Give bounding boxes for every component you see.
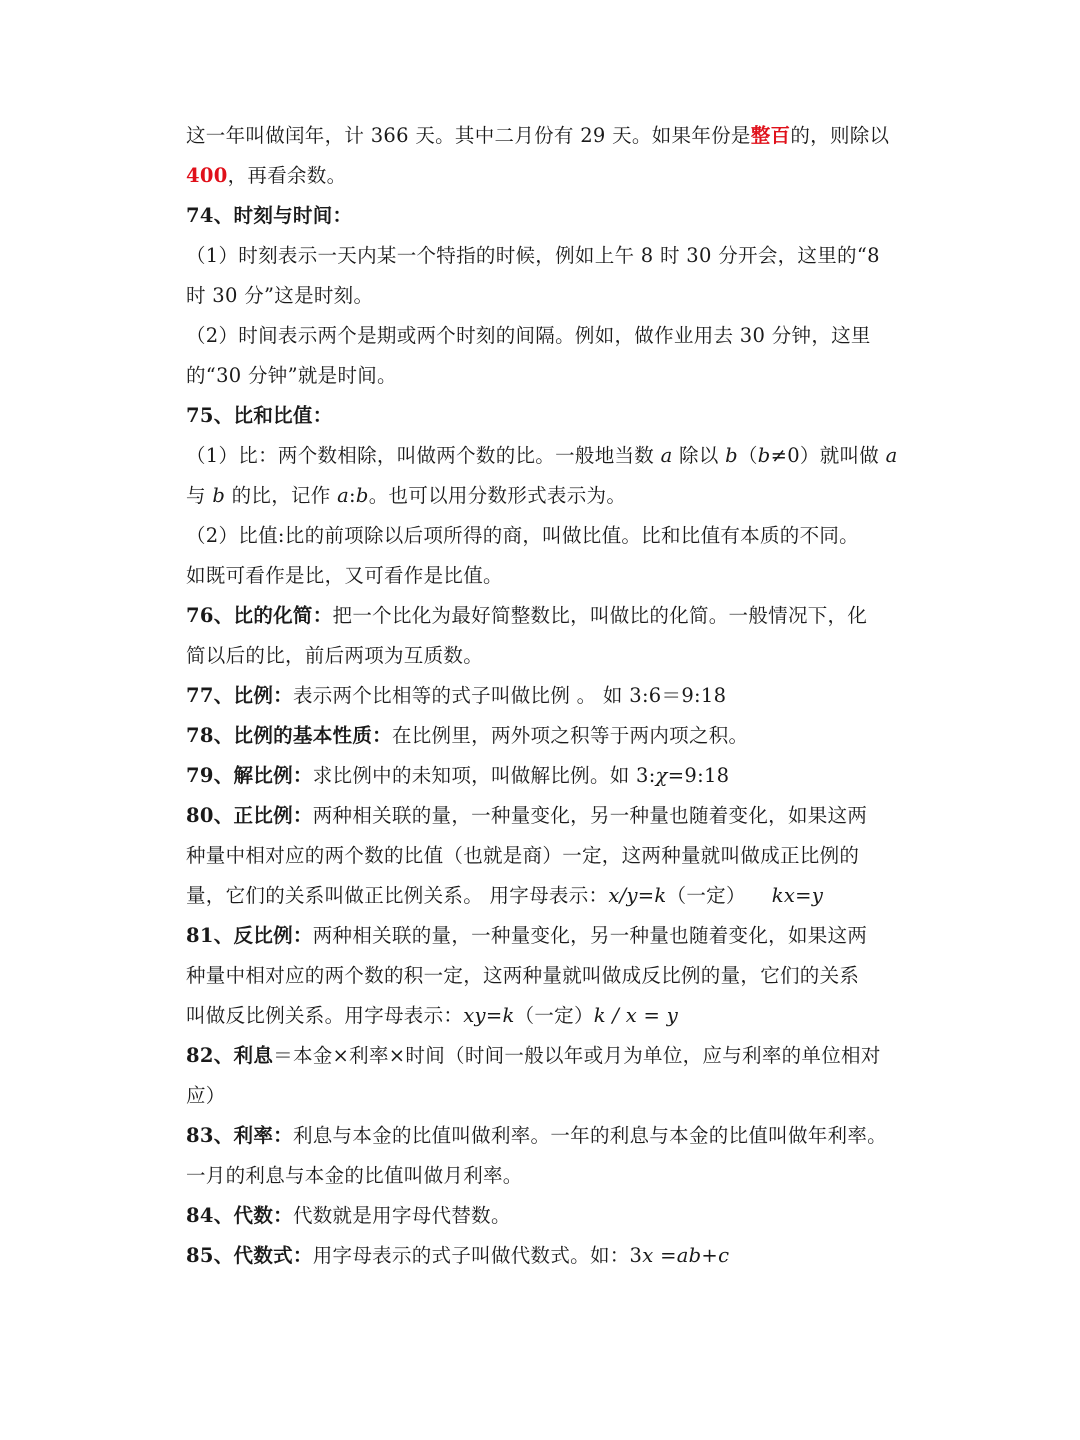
text: 的，则除以 [790,124,890,147]
section-79-line [186,756,898,796]
text: 两种相关联的量，一种量变化，另一种量也随着变化，如果这两 [312,924,868,947]
text: 除以 [672,444,726,467]
variable: a [885,444,898,467]
highlight-text: 整百 [750,124,791,147]
document-page [186,116,898,1276]
text: 用字母表示的式子叫做代数式。如：3 [312,1244,643,1267]
text-line [186,436,898,476]
text: （1）比：两个数相除，叫做两个数的比。一般地当数 [186,444,661,467]
variable: b [757,444,771,467]
variable: b [725,444,738,467]
section-83-line [186,1116,898,1156]
section-80-title: 80、正比例： [186,804,313,827]
section-82-title: 82、利息 [186,1044,274,1067]
variable: a [660,444,673,467]
section-78-title: 78、比例的基本性质： [186,724,392,747]
text: 这一年叫做闰年，计 366 天。其中二月份有 29 天。如果年份是 [186,124,751,147]
highlight-number: 400 [186,164,228,187]
text: ＝本金×利率×时间（时间一般以年或月为单位，应与利率的单位相对 [273,1044,881,1067]
text: 把一个比化为最好简整数比，叫做比的化简。一般情况下，化 [332,604,868,627]
section-77-line [186,676,898,716]
text-line: 简以后的比，前后两项为互质数。 [186,644,484,667]
section-75-title: 75、比和比值： [186,404,333,427]
text: 在比例里，两外项之积等于两内项之积。 [391,724,749,747]
formula: x/y=k [608,884,667,907]
section-82-line [186,1036,898,1076]
text: 求比例中的未知项，叫做解比例。如 3: [312,764,656,787]
variable: b [355,484,369,507]
text-line [186,476,898,516]
text-line [186,996,898,1036]
text: ，再看余数。 [227,164,347,187]
text: 量，它们的关系叫做正比例关系。 用字母表示： [186,884,609,907]
section-84-title: 84、代数： [186,1204,293,1227]
text-line: 种量中相对应的两个数的比值（也就是商）一定，这两种量就叫做成正比例的 [186,844,860,867]
text: （一定） [514,1004,594,1027]
text: 两种相关联的量，一种量变化，另一种量也随着变化，如果这两 [312,804,868,827]
text-line: （1）时刻表示一天内某一个特指的时候，例如上午 8 时 30 分开会，这里的“8 [186,244,880,267]
text-line: 时 30 分”这是时刻。 [186,284,374,307]
text-line: （2）时间表示两个是期或两个时刻的间隔。例如，做作业用去 30 分钟，这里 [186,324,871,347]
section-77-title: 77、比例： [186,684,293,707]
text: 表示两个比相等的式子叫做比例 。 如 3:6＝9:18 [292,684,727,707]
variable: b [212,484,226,507]
formula: xy=k [463,1004,515,1027]
text-line [186,876,898,916]
section-74-title: 74、时刻与时间： [186,204,353,227]
formula: ab+c [676,1244,730,1267]
text: 与 [186,484,213,507]
section-85-title: 85、代数式： [186,1244,313,1267]
variable: a [337,484,350,507]
text: 。也可以用分数形式表示为。 [368,484,627,507]
section-79-title: 79、解比例： [186,764,313,787]
section-76-title: 76、比的化简： [186,604,333,627]
section-76-line [186,596,898,636]
text-line: 应） [186,1084,226,1107]
text-line: （2）比值:比的前项除以后项所得的商，叫做比值。比和比值有本质的不同。 [186,524,859,547]
text: 叫做反比例关系。用字母表示： [186,1004,464,1027]
variable: χ [655,764,668,787]
text-line: 一月的利息与本金的比值叫做月利率。 [186,1164,523,1187]
text: ≠0）就叫做 [770,444,886,467]
variable: x [642,1244,654,1267]
formula: kx=y [771,884,824,907]
section-80-line [186,796,898,836]
section-78-line [186,716,898,756]
text: 利息与本金的比值叫做利率。一年的利息与本金的比值叫做年利率。 [292,1124,887,1147]
text: （一定） [666,884,772,907]
text: : [349,484,356,507]
section-83-title: 83、利率： [186,1124,293,1147]
text-line [186,116,898,156]
section-85-line [186,1236,898,1276]
text: 的比，记作 [225,484,338,507]
text: 代数就是用字母代替数。 [292,1204,511,1227]
text: （ [737,444,758,467]
text-line: 如既可看作是比，又可看作是比值。 [186,564,503,587]
section-84-line [186,1196,898,1236]
text-line: 种量中相对应的两个数的积一定，这两种量就叫做成反比例的量，它们的关系 [186,964,860,987]
text: = [653,1244,677,1267]
text-line [186,156,898,196]
section-81-title: 81、反比例： [186,924,313,947]
formula: k / x = y [593,1004,679,1027]
section-81-line [186,916,898,956]
text-line: 的“30 分钟”就是时间。 [186,364,397,387]
text: =9:18 [667,764,730,787]
